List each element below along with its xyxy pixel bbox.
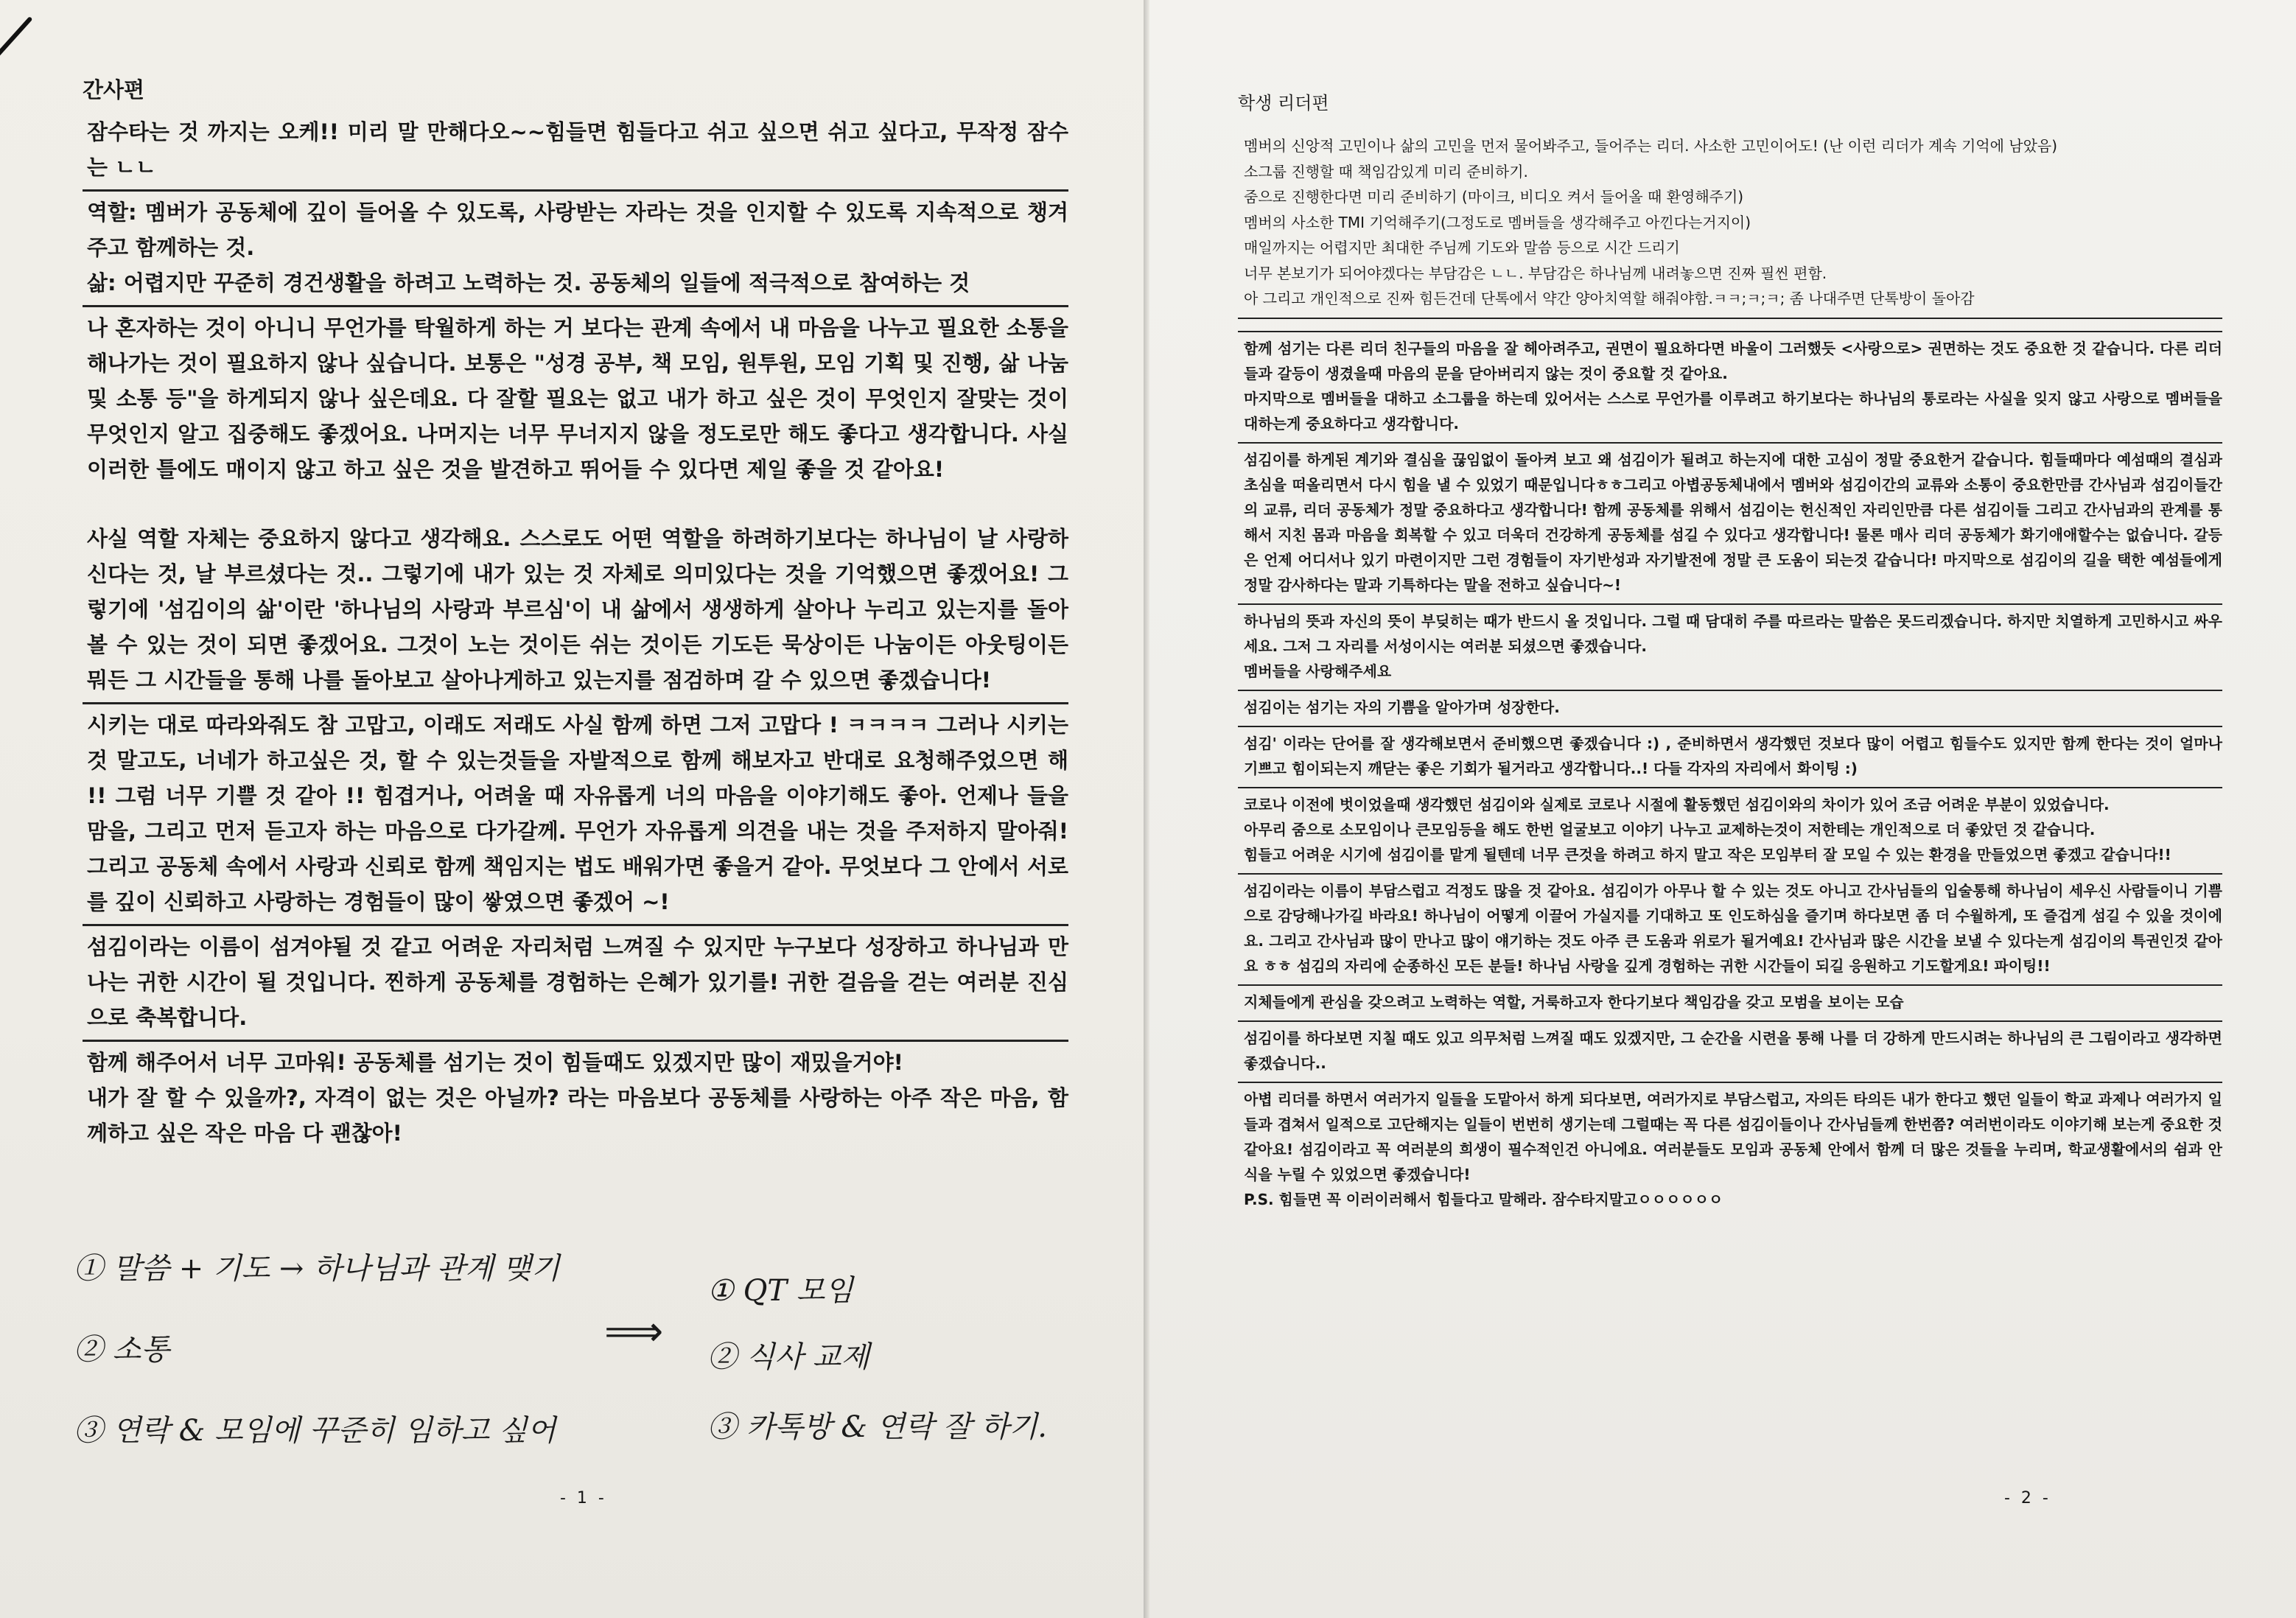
paragraph: 매일까지는 어렵지만 최대한 주님께 기도와 말씀 등으로 시간 드리기 bbox=[1244, 239, 1680, 256]
paragraph: 섬김이를 하다보면 지칠 때도 있고 의무처럼 느껴질 때도 있겠지만, 그 순간을 시련을 통해 나를 더 강하게 만드시려는 하나님의 큰 그림이라고 생각하면 좋겠습니다.. bbox=[1244, 1029, 2222, 1072]
paragraph: 내가 잘 할 수 있을까?, 자격이 없는 것은 아닐까? 라는 마음보다 공동체를 사랑하는 아주 작은 마음, 함께하고 싶은 작은 마음 다 괜찮아! bbox=[87, 1085, 1068, 1146]
paragraph: P.S. 힘들면 꼭 이러이러해서 힘들다고 말해라. 잠수타지말고ㅇㅇㅇㅇㅇㅇ bbox=[1244, 1190, 1723, 1208]
paragraph: 나 혼자하는 것이 아니니 무언가를 탁월하게 하는 거 보다는 관계 속에서 내 마음을 나누고 필요한 소통을 해나가는 것이 필요하지 않나 싶습니다. 보통은 "성경 공부, 책 모임, 원투원, 모임 기획 및 진행, 삶 나눔 및 소통 등"을 하게되지 않나 싶은데요. 다 잘할 필요는 없고 내가 하고 싶은 것이 무엇인지 잘맞는 것이 무엇인지 알고 집중해도 좋겠어요. 나머지는 너무 무너지지 않을 정도로만 해도 좋다고 생각합니다. 사실 이러한 틀에도 매이지 않고 하고 싶은 것을 발견하고 뛰어들 수 있다면 제일 좋을 것 같아요! bbox=[87, 315, 1068, 482]
paragraph: 아볍 리더를 하면서 여러가지 일들을 도맡아서 하게 되다보면, 여러가지로 부담스럽고, 자의든 타의든 내가 한다고 했던 일들이 학교 과제나 여러가지 일들과 겹쳐서 일적으로 고단해지는 일들이 번번히 생기는데 그럴때는 꼭 다른 섬김이들이나 간사님들께 한번쯤? 여러번이라도 이야기해 보는게 중요한 것 같아요! 섬김이라고 꼭 여러분의 희생이 필수적인건 아니에요. 여러분들도 모임과 공동체 안에서 함께 더 많은 것들을 누리며, 학교생활에서의 쉼과 안식을 누릴 수 있었으면 좋겠습니다! bbox=[1244, 1090, 2222, 1183]
pen-slash-mark bbox=[0, 16, 32, 85]
response-block bbox=[1238, 1083, 2222, 1218]
paragraph: 섬김이를 하게된 계기와 결심을 끊임없이 돌아켜 보고 왜 섬김이가 될려고 하는지에 대한 고심이 정말 중요한거 같습니다. 힘들때마다 예섬때의 결심과 초심을 떠올리면서 다시 힘을 낼 수 있었기 때문입니다ㅎㅎ그리고 아볍공동체내에서 멤버와 섬김이간의 교류와 소통이 중요한만큼 간사님과 섬김이들간의 교류, 리더 공동체가 정말 중요하다고 생각합니다! 함께 공동체를 위해서 섬김이는 헌신적인 자리인만큼 다른 섬김이들 그리고 간사님과의 관계를 통해서 지친 몸과 마음을 회복할 수 있고 더욱더 건강하게 공동체를 섬길 수 있다고 생각합니다! 물론 매사 리더 공동체가 화기애애할수는 없습니다. 갈등은 언제 어디서나 있기 마련이지만 그런 경험들이 자기반성과 자기발전에 정말 큰 도움이 되는것 같습니다! 마지막으로 섬김이의 길을 택한 예섬들에게 정말 감사하다는 말과 기특하다는 말을 전하고 싶습니다~! bbox=[1244, 450, 2222, 594]
paragraph: 시키는 대로 따라와줘도 참 고맙고, 이래도 저래도 사실 함께 하면 그저 고맙다 ! ㅋㅋㅋㅋ 그러나 시키는 것 말고도, 너네가 하고싶은 것, 할 수 있는것들을 자발적으로 함께 해보자고 반대로 요청해주었으면 해 !! 그럼 너무 기쁠 것 같아 !! 힘겹거나, 어려울 때 자유롭게 너의 마음을 이야기해도 좋아. 언제나 들을 맘을, 그리고 먼저 듣고자 하는 마음으로 다가갈께. 무언가 자유롭게 의견을 내는 것을 주저하지 말아줘! 그리고 공동체 속에서 사랑과 신뢰로 함께 책임지는 법도 배워가면 좋을거 같아. 무엇보다 그 안에서 서로를 깊이 신뢰하고 사랑하는 경험들이 많이 쌓였으면 좋겠어 ~! bbox=[87, 712, 1068, 914]
handwritten-arrow: ⟹ bbox=[604, 1308, 664, 1356]
paragraph: 줌으로 진행한다면 미리 준비하기 (마이크, 비디오 켜서 들어올 때 환영해주기) bbox=[1244, 188, 1744, 206]
paragraph: 잠수타는 것 까지는 오케!! 미리 말 만해다오~~힘들면 힘들다고 쉬고 싶으면 쉬고 싶다고, 무작정 잠수는 ㄴㄴ bbox=[87, 119, 1068, 180]
response-block bbox=[83, 307, 1068, 704]
response-block bbox=[1238, 727, 2222, 788]
response-block bbox=[1238, 691, 2222, 727]
paragraph: 멤버의 신앙적 고민이나 삶의 고민을 먼저 물어봐주고, 들어주는 리더. 사소한 고민이어도! (난 이런 리더가 계속 기억에 남았음) bbox=[1244, 137, 2058, 155]
handwritten-note: ① 말씀 + 기도 → 하나님과 관계 맺기 bbox=[74, 1252, 560, 1286]
paragraph: 지체들에게 관심을 갖으려고 노력하는 역할, 거룩하고자 한다기보다 책임감을 갖고 모범을 보이는 모습 bbox=[1244, 992, 1904, 1011]
response-block bbox=[83, 926, 1068, 1042]
paragraph: 섬김이라는 이름이 부담스럽고 걱정도 많을 것 같아요. 섬김이가 아무나 할 수 있는 것도 아니고 간사님들의 입술통해 하나님이 세우신 사람들이니 기쁨으로 감당해나가길 바라요! 하나님이 어떻게 이끌어 가실지를 기대하고 또 인도하심을 즐기며 하다보면 좀 더 수월하게, 또 즐겁게 섬길 수 있을 것이에요. 그리고 간사님과 많이 만나고 많이 얘기하는 것도 아주 큰 도움과 위로가 될거예요! 간사님과 많은 시간을 보낼 수 있다는게 섬김이의 특권인것 같아요 ㅎㅎ 섬김의 자리에 순종하신 모든 분들! 하나님 사랑을 깊게 경험하는 귀한 시간들이 되길 응원하고 기도할게요! 파이팅!! bbox=[1244, 881, 2222, 975]
response-block bbox=[83, 1042, 1068, 1155]
paragraph: 섬김이는 섬기는 자의 기쁨을 알아가며 성장한다. bbox=[1244, 698, 1560, 716]
handwritten-note: ① QT 모임 bbox=[707, 1274, 854, 1308]
response-block bbox=[83, 704, 1068, 926]
response-block bbox=[83, 192, 1068, 307]
paragraph: 함께 섬기는 다른 리더 친구들의 마음을 잘 헤아려주고, 권면이 필요하다면 바울이 그러했듯 <사랑으로> 권면하는 것도 중요한 것 같습니다. 다른 리더들과 갈등이 생겼을때 마음의 문을 닫아버리지 않는 것이 중요할 것 같아요. bbox=[1244, 339, 2222, 382]
paragraph: 섬김이라는 이름이 섬겨야될 것 같고 어려운 자리처럼 느껴질 수 있지만 누구보다 성장하고 하나님과 만나는 귀한 시간이 될 것입니다. 찐하게 공동체를 경험하는 은혜가 있기를! 귀한 걸음을 걷는 여러분 진심으로 축복합니다. bbox=[87, 934, 1068, 1030]
paragraph: 힘들고 어려운 시기에 섬김이를 맡게 될텐데 너무 큰것을 하려고 하지 말고 작은 모임부터 잘 모일 수 있는 환경을 만들었으면 좋겠고 같습니다!! bbox=[1244, 845, 2171, 864]
paragraph: 함께 해주어서 너무 고마워! 공동체를 섬기는 것이 힘들때도 있겠지만 많이 재밌을거야! bbox=[87, 1050, 903, 1075]
paragraph: 코로나 이전에 벗이었을때 생각했던 섬김이와 실제로 코로나 시절에 활동했던 섬김이와의 차이가 있어 조금 어려운 부분이 있었습니다. bbox=[1244, 795, 2110, 813]
response-block bbox=[1238, 1022, 2222, 1083]
page-title: 학생 리더편 bbox=[1238, 93, 1329, 113]
page-right bbox=[1149, 0, 2296, 1618]
handwritten-note: ③ 연락 & 모임에 꾸준히 임하고 싶어 bbox=[74, 1414, 556, 1448]
page-number: - 1 - bbox=[560, 1489, 607, 1507]
response-block bbox=[1238, 133, 2222, 319]
paragraph: 소그룹 진행할 때 책임감있게 미리 준비하기. bbox=[1244, 162, 1528, 181]
paragraph: 역할: 멤버가 공동체에 깊이 들어올 수 있도록, 사랑받는 자라는 것을 인지할 수 있도록 지속적으로 챙겨주고 함께하는 것. bbox=[87, 200, 1068, 260]
paragraph: 사실 역할 자체는 중요하지 않다고 생각해요. 스스로도 어떤 역할을 하려하기보다는 하나님이 날 사랑하신다는 것, 날 부르셨다는 것.. 그렇기에 내가 있는 것 자체로 의미있다는 것을 기억했으면 좋겠어요! 그렇기에 '섬김이의 삶'이란 '하나님의 사랑과 부르심'이 내 삶에서 생생하게 살아나 누리고 있는지를 돌아볼 수 있는 것이 되면 좋겠어요. 그것이 노는 것이든 쉬는 것이든 기도든 묵상이든 나눔이든 아웃팅이든 뭐든 그 시간들을 통해 나를 돌아보고 살아나게하고 있는지를 점검하며 갈 수 있으면 좋겠습니다! bbox=[87, 526, 1068, 693]
paragraph-gap bbox=[87, 487, 1068, 521]
paragraph: 섬김' 이라는 단어를 잘 생각해보면서 준비했으면 좋겠습니다 :) , 준비하면서 생각했던 것보다 많이 어렵고 힘들수도 있지만 함께 한다는 것이 얼마나 기쁘고 힘이되는지 깨닫는 좋은 기회가 될거라고 생각합니다..! 다들 각자의 자리에서 화이팅 :) bbox=[1244, 734, 2222, 777]
response-block bbox=[83, 111, 1068, 192]
section-gap bbox=[1238, 319, 2222, 331]
response-block bbox=[1238, 986, 2222, 1022]
response-block bbox=[1238, 331, 2222, 444]
response-block bbox=[1238, 605, 2222, 691]
page-title: 간사편 bbox=[83, 77, 145, 102]
paragraph: 삶: 어렵지만 꾸준히 경건생활을 하려고 노력하는 것. 공동체의 일들에 적극적으로 참여하는 것 bbox=[87, 270, 970, 295]
response-block bbox=[1238, 875, 2222, 986]
response-block bbox=[1238, 444, 2222, 605]
paragraph: 아 그리고 개인적으로 진짜 힘든건데 단톡에서 약간 양아치역할 해줘야함.ㅋㅋ;ㅋ;ㅋ; 좀 나대주면 단톡방이 돌아감 bbox=[1244, 290, 1975, 307]
response-block bbox=[1238, 788, 2222, 875]
paragraph: 너무 본보기가 되어야겠다는 부담감은 ㄴㄴ. 부담감은 하나님께 내려놓으면 진짜 필씬 편함. bbox=[1244, 264, 1827, 282]
paragraph: 아무리 줌으로 소모임이나 큰모임등을 해도 한번 얼굴보고 이야기 나누고 교제하는것이 저한테는 개인적으로 더 좋았던 것 같습니다. bbox=[1244, 820, 2096, 838]
paragraph: 멤버의 사소한 TMI 기억해주기(그정도로 멤버들을 생각해주고 아낀다는거지이) bbox=[1244, 213, 1751, 231]
handwritten-note: ② 식사 교제 bbox=[707, 1340, 869, 1374]
paragraph: 마지막으로 멤버들을 대하고 소그룹을 하는데 있어서는 스스로 무언가를 이루려고 하기보다는 하나님의 통로라는 사실을 잊지 않고 사랑으로 멤버들을 대하는게 중요하다고 생각합니다. bbox=[1244, 389, 2222, 432]
paragraph: 하나님의 뜻과 자신의 뜻이 부딪히는 때가 반드시 올 것입니다. 그럴 때 담대히 주를 따르라는 말씀은 못드리겠습니다. 하지만 치열하게 고민하시고 싸우세요. 그저 그 자리를 서성이시는 여러분 되셨으면 좋겠습니다. bbox=[1244, 612, 2222, 655]
handwritten-note: ③ 카톡방 & 연락 잘 하기. bbox=[707, 1410, 1048, 1444]
handwritten-note: ② 소통 bbox=[74, 1333, 169, 1367]
paragraph: 멤버들을 사랑해주세요 bbox=[1244, 662, 1392, 680]
page-number: - 2 - bbox=[2004, 1489, 2051, 1507]
